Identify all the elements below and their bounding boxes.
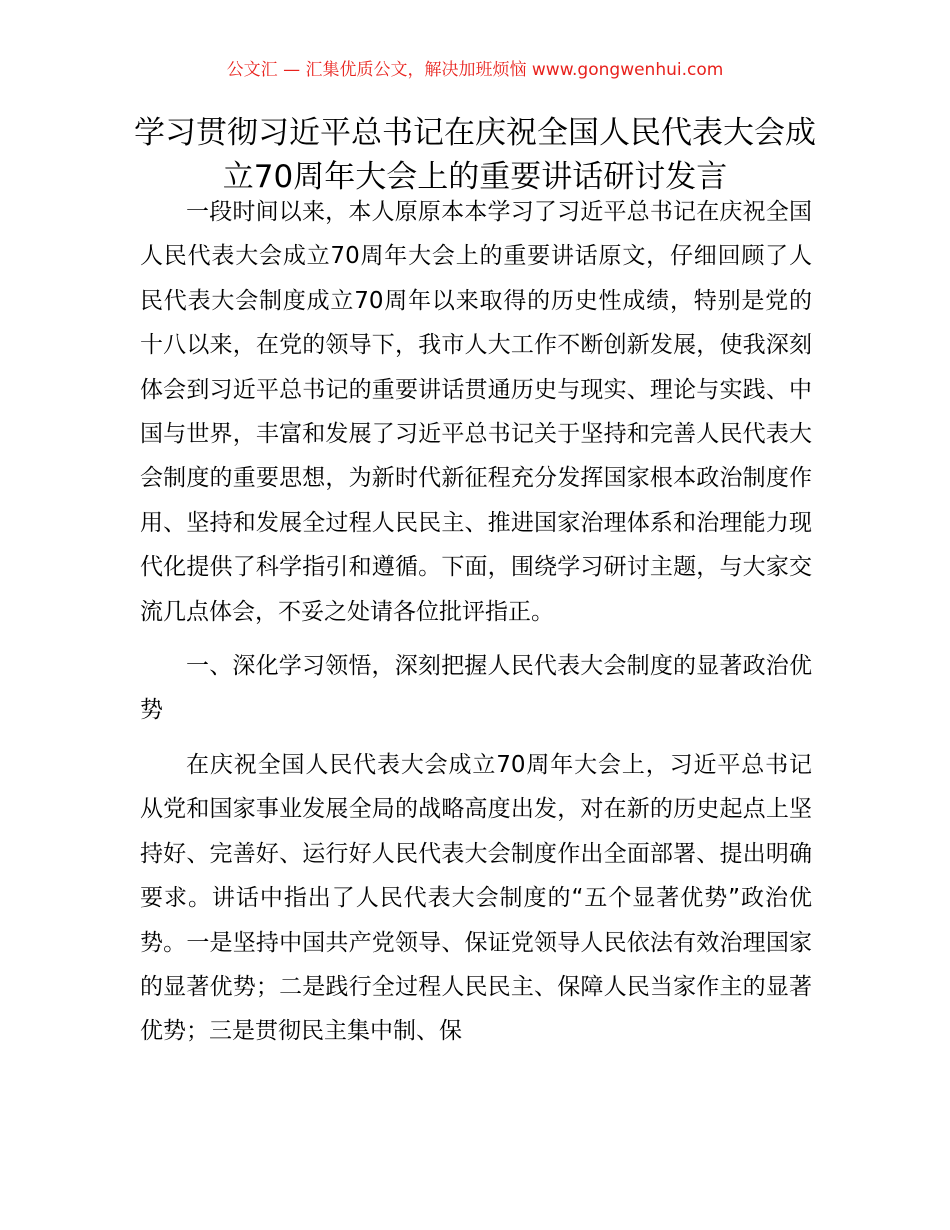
document-body	[140, 190, 812, 1064]
document-title: 学习贯彻习近平总书记在庆祝全国人民代表大会成立70周年大会上的重要讲话研讨发言	[134, 115, 816, 195]
section-heading-1: 一、深化学习领悟，深刻把握人民代表大会制度的显著政治优势	[140, 653, 812, 724]
site-banner[interactable]: 公文汇 — 汇集优质公文，解决加班烦恼 www.gongwenhui.com	[226, 60, 724, 80]
paragraph-section-1: 在庆祝全国人民代表大会成立70周年大会上，习近平总书记从党和国家事业发展全局的战略高度出发，对在新的历史起点上坚持好、完善好、运行好人民代表大会制度作出全面部署、提出明确要求。讲话中指出了人民代表大会制度的“五个显著优势”政治优势。一是坚持中国共产党领导、保证党领导人民依法有效治理国家的显著优势；二是践行全过程人民民主、保障人民当家作主的显著优势；三是贯彻民主集中制、保	[140, 751, 812, 1045]
paragraph-intro: 一段时间以来，本人原原本本学习了习近平总书记在庆祝全国人民代表大会成立70周年大会上的重要讲话原文，仔细回顾了人民代表大会制度成立70周年以来取得的历史性成绩，特别是党的十八以来，在党的领导下，我市人大工作不断创新发展，使我深刻体会到习近平总书记的重要讲话贯通历史与现实、理论与实践、中国与世界，丰富和发展了习近平总书记关于坚持和完善人民代表大会制度的重要思想，为新时代新征程充分发挥国家根本政治制度作用、坚持和发展全过程人民民主、推进国家治理体系和治理能力现代化提供了科学指引和遵循。下面，围绕学习研讨主题，与大家交流几点体会，不妥之处请各位批评指正。	[140, 199, 812, 625]
